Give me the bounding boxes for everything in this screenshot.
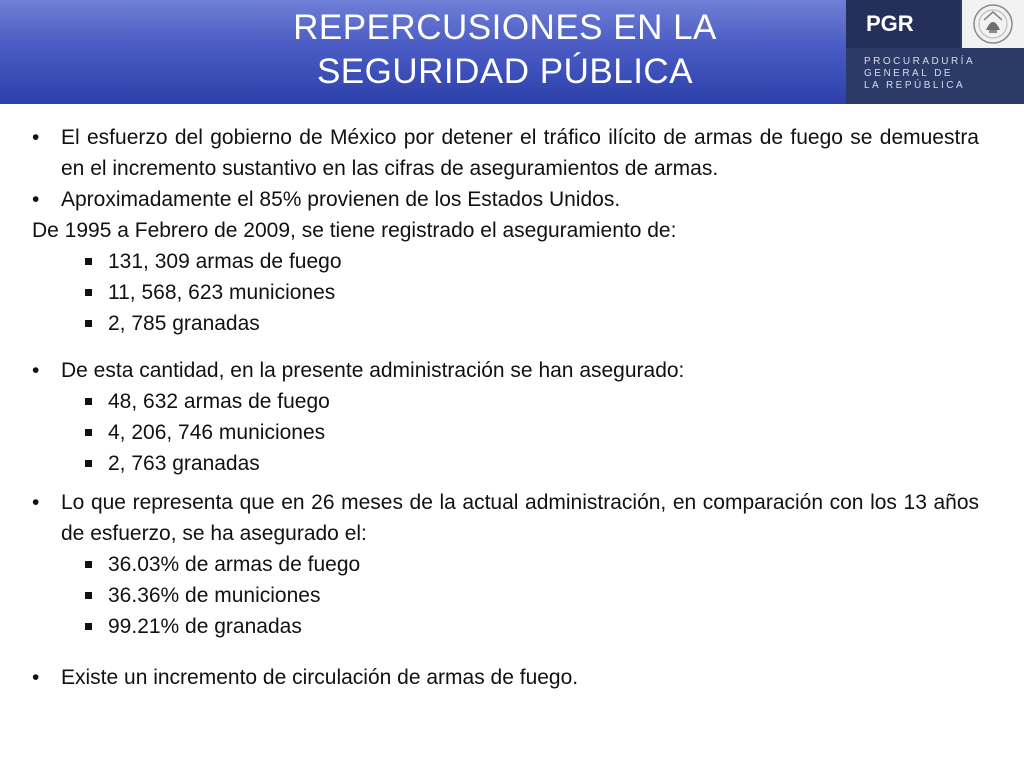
sub-bullet-item [32, 386, 979, 417]
spacer [32, 339, 979, 355]
slide-body [32, 122, 979, 693]
sub-bullet-text: 36.03% de armas de fuego [108, 553, 361, 576]
square-bullet-icon [85, 398, 92, 405]
bullet-mark: • [32, 359, 40, 382]
title-line-2: SEGURIDAD PÚBLICA [316, 52, 694, 91]
sub-bullet-text: 2, 785 granadas [108, 312, 260, 335]
pgr-logo [846, 0, 1024, 104]
sub-bullet-text: 36.36% de municiones [108, 584, 321, 607]
plain-paragraph [32, 215, 979, 246]
sub-bullet-item [32, 277, 979, 308]
bullet-item [32, 662, 979, 693]
bullet-mark: • [32, 666, 40, 689]
pgr-full-name [864, 56, 975, 92]
sub-bullet-item [32, 611, 979, 642]
bullet-text: El esfuerzo del gobierno de México por detener el tráfico ilícito de armas de fuego se demuestra en el incremento sustantivo en las cifras de aseguramientos de armas. [61, 126, 979, 180]
pgr-abbreviation: PGR [846, 0, 960, 48]
sub-bullet-item [32, 308, 979, 339]
sub-bullet-text: 48, 632 armas de fuego [108, 390, 330, 413]
slide-title [150, 6, 860, 94]
square-bullet-icon [85, 320, 92, 327]
bullet-mark: • [32, 126, 40, 149]
sub-bullet-item [32, 417, 979, 448]
spacer [32, 642, 979, 662]
spacer [32, 479, 979, 487]
title-band [0, 0, 846, 104]
sub-bullet-text: 131, 309 armas de fuego [108, 250, 342, 273]
pgr-name-line-1: PROCURADURÍA [864, 56, 976, 67]
pgr-name-line-3: LA REPÚBLICA [864, 80, 966, 91]
title-line-1: REPERCUSIONES EN LA [293, 8, 717, 47]
mexico-seal-icon [962, 0, 1024, 48]
sub-bullet-item [32, 580, 979, 611]
bullet-mark: • [32, 188, 40, 211]
paragraph-text: De 1995 a Febrero de 2009, se tiene registrado el aseguramiento de: [32, 219, 677, 242]
bullet-item [32, 355, 979, 386]
square-bullet-icon [85, 289, 92, 296]
bullet-mark: • [32, 491, 40, 514]
sub-bullet-text: 11, 568, 623 municiones [108, 281, 336, 304]
bullet-item [32, 122, 979, 184]
sub-bullet-text: 4, 206, 746 municiones [108, 421, 326, 444]
square-bullet-icon [85, 623, 92, 630]
square-bullet-icon [85, 561, 92, 568]
sub-bullet-text: 99.21% de granadas [108, 615, 302, 638]
square-bullet-icon [85, 429, 92, 436]
bullet-text: Aproximadamente el 85% provienen de los Estados Unidos. [61, 188, 621, 211]
square-bullet-icon [85, 258, 92, 265]
bullet-item [32, 487, 979, 549]
square-bullet-icon [85, 592, 92, 599]
square-bullet-icon [85, 460, 92, 467]
sub-bullet-text: 2, 763 granadas [108, 452, 260, 475]
bullet-text: Existe un incremento de circulación de armas de fuego. [61, 666, 579, 689]
bullet-item [32, 184, 979, 215]
sub-bullet-item [32, 246, 979, 277]
slide-header [0, 0, 1024, 104]
pgr-name-line-2: GENERAL DE [864, 68, 954, 79]
sub-bullet-item [32, 549, 979, 580]
sub-bullet-item [32, 448, 979, 479]
bullet-text: Lo que representa que en 26 meses de la actual administración, en comparación con los 13 años de esfuerzo, se ha asegurado el: [61, 491, 979, 545]
bullet-text: De esta cantidad, en la presente administración se han asegurado: [61, 359, 685, 382]
